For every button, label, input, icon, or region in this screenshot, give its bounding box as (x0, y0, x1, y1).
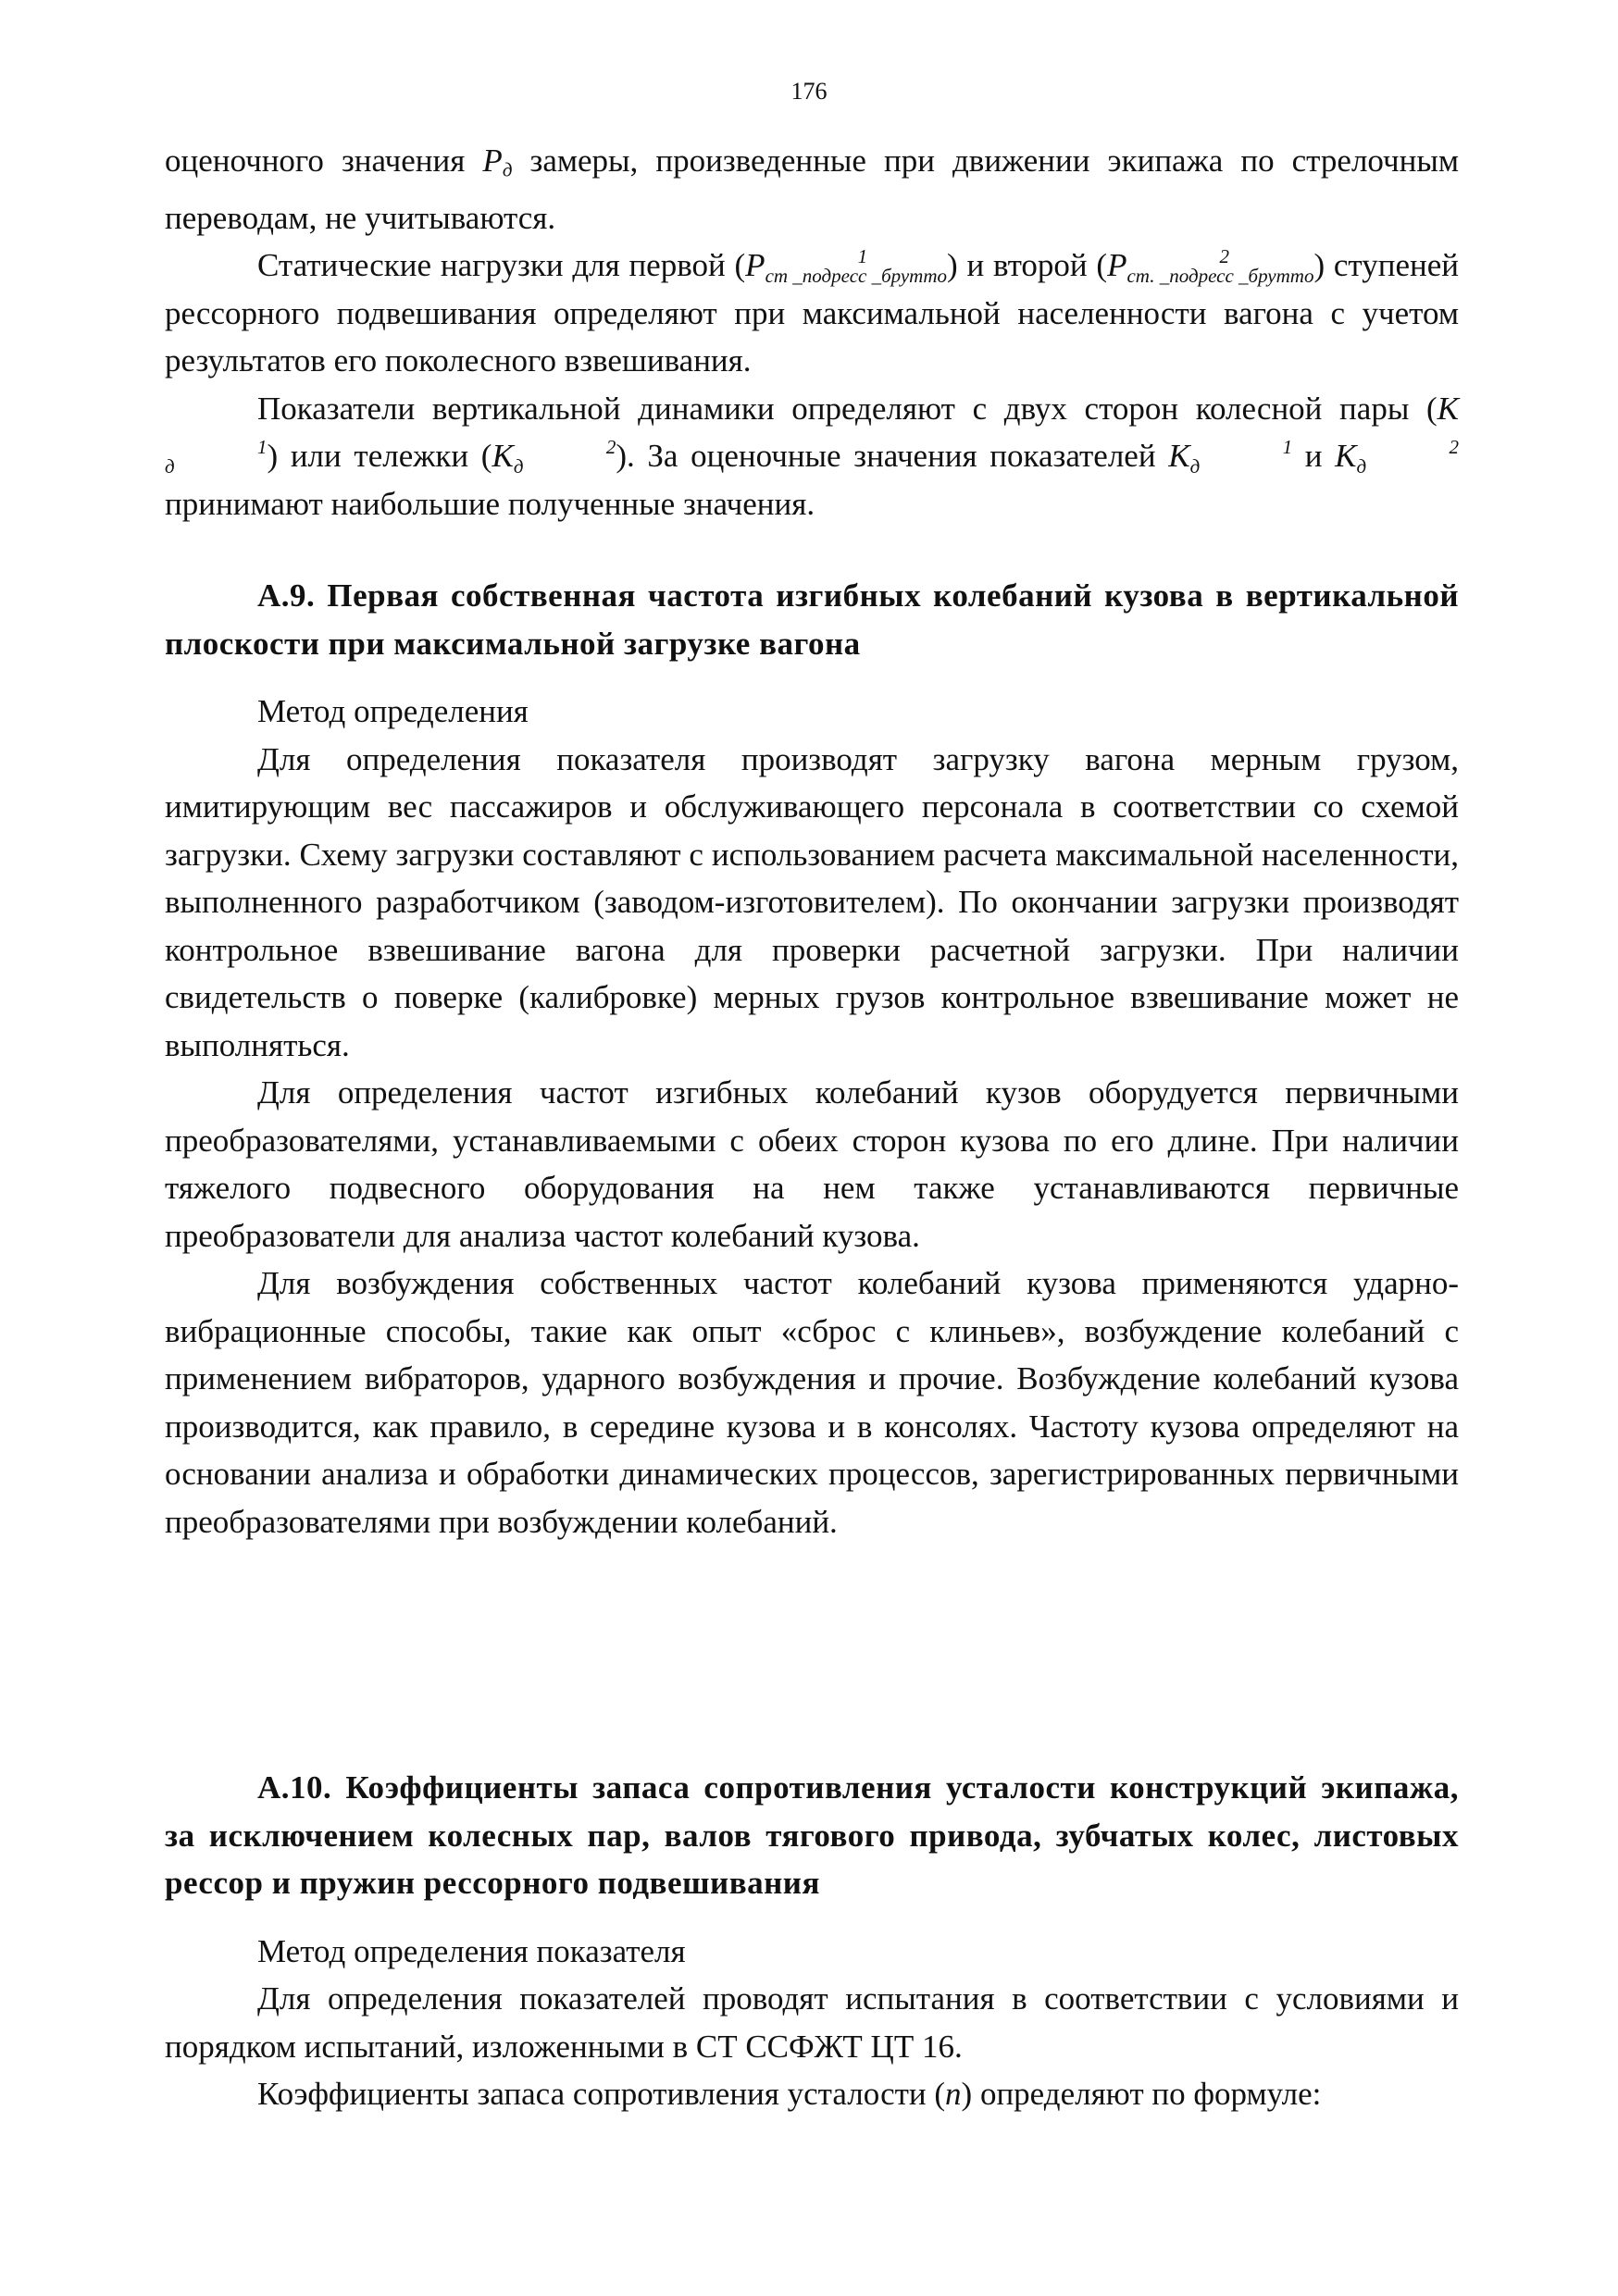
section-a9 (165, 572, 1459, 1545)
method-label-a9: Метод определения (257, 693, 529, 729)
paragraph-evaluation-value: оценочного значения $P_д$ замеры, произведенные при движении экипажа по стрелочным переводам, не учитываются. (165, 143, 1459, 236)
paragraph-a9-sensors: Для определения частот изгибных колебаний кузов оборудуется первичными преобразователями, устанавливаемыми с обеих сторон кузова по его длине. При наличии тяжелого подвесного оборудования на нем также устанавливаются первичные преобразователи для анализа частот колебаний кузова. (165, 1074, 1459, 1254)
paragraph-vertical-dynamics: Показатели вертикальной динамики определяют с двух сторон колесной пары (K1 д ) или тележки (K 2 д ). За оценочные значения показателей K 1 д и K 2 д принимают наибольшие полученные значения. (165, 390, 1459, 522)
section-heading-a9: А.9. Первая собственная частота изгибных колебаний кузова в вертикальной плоскости при максимальной загрузке вагона (165, 577, 1459, 662)
paragraph-a9-excitation: Для возбуждения собственных частот колебаний кузова применяются ударно-вибрационные способы, такие как опыт «сброс с клиньев», возбуждение колебаний с применением вибраторов, ударного возбуждения и прочие. Возбуждение колебаний кузова производится, как правило, в середине кузова и в консолях. Частоту кузова определяют на основании анализа и обработки динамических процессов, зарегистрированных первичными преобразователями при возбуждении колебаний. (165, 1265, 1459, 1540)
page-number: 176 (790, 78, 828, 105)
paragraph-a10-tests: Для определения показателей проводят испытания в соответствии с условиями и порядком испытаний, изложенными в СТ ССФЖТ ЦТ 16. (165, 1980, 1459, 2065)
intro-section (165, 137, 1459, 527)
paragraph-static-loads: Статические нагрузки для первой (P 1 ст _подресс _брутто) и второй (P 2 ст. _подресс _брутто) ступеней рессорного подвешивания определяют при максимальной населенности вагона с учетом результатов его поколесного взвешивания. (165, 244, 1460, 379)
paragraph-a10-formula-intro: Коэффициенты запаса сопротивления усталости (n) определяют по формуле: (257, 2076, 1322, 2112)
paragraph-a9-loading: Для определения показателя производят загрузку вагона мерным грузом, имитирующим вес пассажиров и обслуживающего персонала в соответствии со схемой загрузки. Схему загрузки составляют с использованием расчета максимальной населенности, выполненного разработчиком (заводом-изготовителем). По окончании загрузки производят контрольное взвешивание вагона для проверки расчетной загрузки. При наличии свидетельств о поверке (калибровке) мерных грузов контрольное взвешивание может не выполняться. (165, 740, 1459, 1063)
method-label-a10: Метод определения показателя (257, 1932, 686, 1969)
section-heading-a10: А.10. Коэффициенты запаса сопротивления усталости конструкций экипажа, за исключением колесных пар, валов тягового привода, зубчатых колес, листовых рессор и пружин рессорного подвешивания (165, 1769, 1459, 1901)
section-a10 (165, 1764, 1459, 2118)
